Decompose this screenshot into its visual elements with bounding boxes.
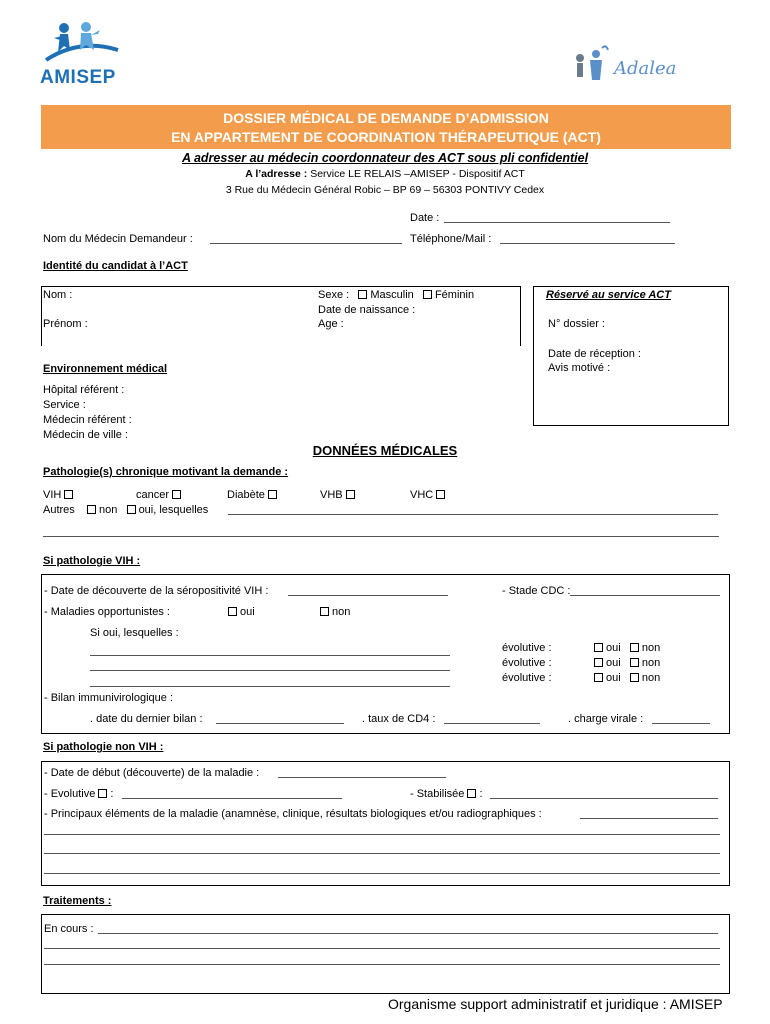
stade-field[interactable] (570, 595, 720, 596)
adalea-wordmark: Adalea (614, 58, 677, 79)
en-cours-label: En cours : (44, 923, 94, 935)
treatments-box (41, 914, 730, 994)
vhb-checkbox[interactable] (346, 490, 355, 499)
stade-label: - Stade CDC : (502, 585, 571, 597)
amisep-logo (40, 20, 120, 90)
bilan-label: - Bilan immunivirologique : (44, 692, 173, 704)
maladie-line-1[interactable] (90, 655, 450, 656)
cd4-field[interactable] (444, 723, 540, 724)
sexe-label: Sexe : (318, 289, 350, 301)
principaux-line-1[interactable] (44, 834, 720, 835)
nom-label: Nom : (43, 289, 73, 301)
maladie-line-2[interactable] (90, 670, 450, 671)
evolutive-3-non-label: non (641, 672, 661, 684)
prenom-label: Prénom : (43, 318, 88, 330)
evolutive-choices-3 (594, 672, 660, 684)
feminin-checkbox[interactable] (423, 290, 432, 299)
vhc-checkbox[interactable] (436, 490, 445, 499)
amisep-people-icon (40, 20, 120, 66)
medecin-referent-label: Médecin référent : (43, 414, 132, 426)
vhb-label: VHB (320, 489, 343, 501)
diabete-label: Diabète (227, 489, 265, 501)
evolutive-1-non-checkbox[interactable] (630, 643, 639, 652)
reserved-reception: Date de réception : (548, 348, 641, 360)
maladies-oui-label: oui (240, 606, 255, 618)
title-banner (41, 105, 731, 149)
reserved-title: Réservé au service ACT (546, 289, 671, 301)
autres-non-label: non (99, 504, 118, 516)
date-bilan-label: . date du dernier bilan : (90, 713, 203, 725)
amisep-wordmark: AMISEP (40, 67, 116, 88)
evolutive-row-1 (502, 642, 552, 654)
principaux-line-3[interactable] (44, 873, 720, 874)
autres-oui-checkbox[interactable] (127, 505, 136, 514)
pathology-heading: Pathologie(s) chronique motivant la demande : (43, 466, 289, 478)
treatment-line-1[interactable] (44, 948, 720, 949)
maladies-non-checkbox[interactable] (320, 607, 329, 616)
non-vih-evolutive-field[interactable] (122, 798, 342, 799)
non-vih-heading: Si pathologie non VIH : (43, 741, 164, 753)
phone-field[interactable] (500, 243, 675, 244)
vhb-option (320, 489, 358, 501)
non-vih-evolutive-label: - Evolutive (44, 788, 96, 800)
en-cours-field[interactable] (98, 933, 718, 934)
evolutive-choices-1 (594, 642, 660, 654)
maladies-oui-checkbox[interactable] (228, 607, 237, 616)
vih-label: VIH (43, 489, 62, 501)
age-label: Age : (318, 318, 344, 330)
evolutive-1-non-label: non (641, 642, 661, 654)
maladies-oui (228, 606, 255, 618)
evolutive-3-oui-label: oui (606, 672, 621, 684)
naissance-label: Date de naissance : (318, 304, 416, 316)
principaux-field[interactable] (580, 818, 718, 819)
autres-field-2[interactable] (43, 536, 719, 537)
phone-label: Téléphone/Mail : (410, 233, 492, 245)
date-label: Date : (410, 212, 440, 224)
autres-field[interactable] (228, 514, 718, 515)
adalea-figure-icon (570, 40, 610, 84)
treatments-heading: Traitements : (43, 895, 112, 907)
environment-heading: Environnement médical (43, 363, 168, 375)
decouverte-label: - Date de découverte de la séropositivité VIH : (44, 585, 269, 597)
evolutive-2-non-label: non (641, 657, 661, 669)
doctor-label: Nom du Médecin Demandeur : (43, 233, 193, 245)
vih-box (41, 574, 730, 734)
vih-checkbox[interactable] (64, 490, 73, 499)
evolutive-row-2 (502, 657, 552, 669)
evolutive-row-3 (502, 672, 552, 684)
diabete-checkbox[interactable] (268, 490, 277, 499)
evolutive-2-oui-label: oui (606, 657, 621, 669)
maladies-label: - Maladies opportunistes : (44, 606, 170, 618)
principaux-line-2[interactable] (44, 853, 720, 854)
reserved-avis: Avis motivé : (548, 362, 611, 374)
debut-label: - Date de début (découverte) de la maladie : (44, 767, 260, 779)
masculin-checkbox[interactable] (358, 290, 367, 299)
non-vih-stabilisee-label: - Stabilisée (410, 788, 465, 800)
feminin-label: Féminin (434, 289, 475, 301)
evolutive-3-non-checkbox[interactable] (630, 673, 639, 682)
confidential-subtitle: A adresser au médecin coordonnateur des ACT sous pli confidentiel (181, 151, 589, 165)
address-line-2: 3 Rue du Médecin Général Robic – BP 69 – 56303 PONTIVY Cedex (225, 184, 545, 196)
evolutive-label-3: évolutive : (502, 672, 552, 684)
si-oui-label: Si oui, lesquelles : (90, 627, 179, 639)
footer-text: Organisme support administratif et juridique : AMISEP (388, 996, 723, 1012)
non-vih-stabilisee-checkbox[interactable] (467, 789, 476, 798)
maladies-non-label: non (332, 606, 351, 618)
cancer-label: cancer (136, 489, 170, 501)
vih-heading: Si pathologie VIH : (43, 555, 141, 567)
evolutive-1-oui-label: oui (606, 642, 621, 654)
evolutive-2-non-checkbox[interactable] (630, 658, 639, 667)
maladie-line-3[interactable] (90, 686, 450, 687)
non-vih-stabilisee-field[interactable] (490, 798, 718, 799)
treatment-line-2[interactable] (44, 964, 720, 965)
date-field[interactable] (444, 222, 670, 223)
vhc-label: VHC (410, 489, 434, 501)
debut-field[interactable] (278, 777, 446, 778)
autres-row (43, 504, 208, 516)
title-line-1: DOSSIER MÉDICAL DE DEMANDE D’ADMISSION (223, 110, 549, 126)
evolutive-3-oui-checkbox[interactable] (594, 673, 603, 682)
cd4-label: . taux de CD4 : (362, 713, 436, 725)
evolutive-2-oui-checkbox[interactable] (594, 658, 603, 667)
title-line-2: EN APPARTEMENT DE COORDINATION THÉRAPEUTIQUE (ACT) (171, 129, 601, 145)
masculin-label: Masculin (370, 289, 414, 301)
evolutive-label-2: évolutive : (502, 657, 552, 669)
decouverte-field[interactable] (288, 595, 448, 596)
vih-option (43, 489, 76, 501)
adalea-logo (570, 40, 690, 85)
non-vih-evolutive: - Evolutive : (44, 788, 114, 800)
doctor-field[interactable] (210, 243, 402, 244)
non-vih-stabilisee: - Stabilisée : (410, 788, 483, 800)
medical-heading: DONNÉES MÉDICALES (312, 443, 458, 458)
date-bilan-field[interactable] (216, 723, 344, 724)
address-service: Service LE RELAIS –AMISEP - Dispositif ACT (310, 168, 525, 180)
identity-heading: Identité du candidat à l’ACT (43, 260, 188, 272)
service-label: Service : (43, 399, 86, 411)
reserved-dossier: N° dossier : (548, 318, 605, 330)
hopital-label: Hôpital référent : (43, 384, 125, 396)
charge-label: . charge virale : (568, 713, 644, 725)
address-label: A l’adresse : (245, 168, 308, 180)
charge-field[interactable] (652, 723, 710, 724)
cancer-checkbox[interactable] (172, 490, 181, 499)
evolutive-label-1: évolutive : (502, 642, 552, 654)
sexe-row (318, 289, 474, 301)
autres-non-checkbox[interactable] (87, 505, 96, 514)
cancer-option (136, 489, 184, 501)
maladies-non (320, 606, 350, 618)
evolutive-choices-2 (594, 657, 660, 669)
autres-oui-label: oui, lesquelles (138, 504, 209, 516)
non-vih-evolutive-checkbox[interactable] (98, 789, 107, 798)
principaux-label: - Principaux éléments de la maladie (anamnèse, clinique, résultats biologiques et/ou radiographiques : (44, 808, 542, 820)
address-line-1 (0, 168, 770, 180)
vhc-option (410, 489, 448, 501)
diabete-option (227, 489, 280, 501)
medecin-ville-label: Médecin de ville : (43, 429, 128, 441)
autres-label: Autres (43, 504, 75, 516)
non-vih-box (41, 761, 730, 886)
evolutive-1-oui-checkbox[interactable] (594, 643, 603, 652)
